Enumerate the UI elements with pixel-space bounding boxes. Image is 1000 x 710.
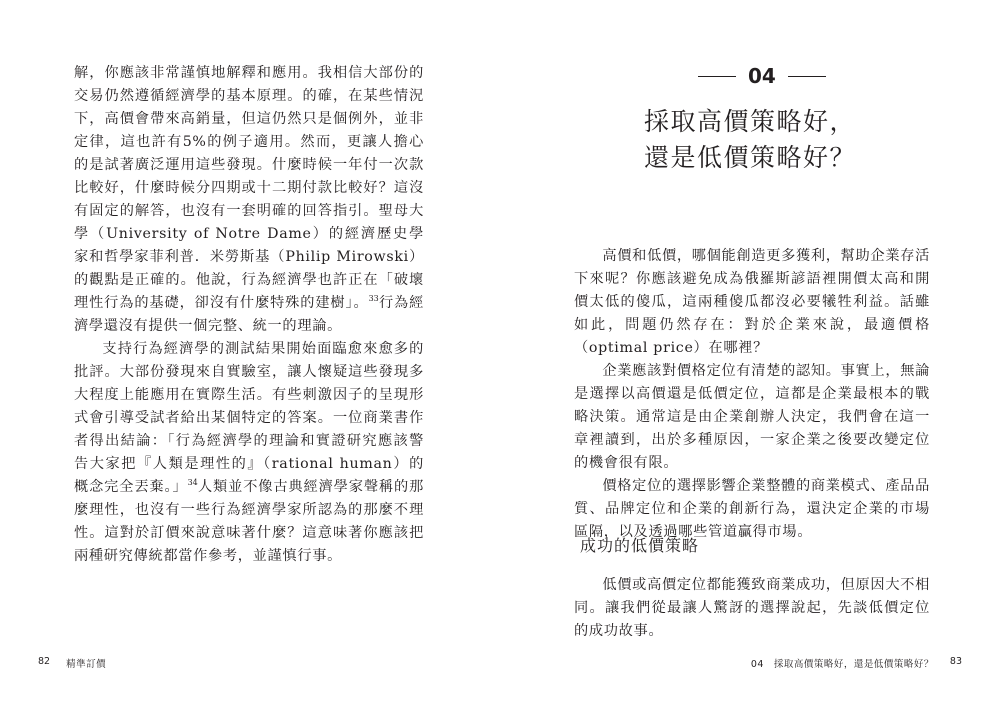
running-title: 04 採取高價策略好，還是低價策略好？ [750, 659, 934, 670]
paragraph: 低價或高價定位都能獲致商業成功，但原因大不相同。讓我們從最讓人驚訝的選擇說起，先談低價定位的成功故事。 [574, 577, 930, 639]
intro-body-text [574, 245, 930, 544]
footnote-ref: 33 [368, 294, 379, 303]
paragraph-text: 行為經濟學還沒有提供一個完整、統一的理論。 [74, 295, 424, 334]
chapter-rule-right [788, 76, 826, 77]
page-number: 82 [38, 656, 51, 667]
paragraph: 企業應該對價格定位有清楚的認知。事實上，無論是選擇以高價還是低價定位，這都是企業最根本的戰略決策。通常這是由企業創辦人決定，我們會在這一章裡讀到，出於多種原因，一家企業之後要改變定位的機會很有限。 [574, 363, 930, 471]
paragraph: 高價和低價，哪個能創造更多獲利，幫助企業存活下來呢？你應該避免成為俄羅斯諺語裡開價太高和開價太低的傻瓜，這兩種傻瓜都沒必要犧牲利益。話雖如此，問題仍然存在：對於企業來說，最適價格（optimal price）在哪裡？ [574, 248, 930, 356]
left-footer [38, 656, 106, 670]
chapter-number-text: 04 [748, 64, 776, 88]
section-body-text [574, 574, 930, 643]
chapter-title [560, 104, 940, 176]
paragraph-text: 人類並不像古典經濟學家聲稱的那麼理性，也沒有一些行為經濟學家所認為的那麼不理性。這對於訂價來說意味著什麼？這意味著你應該把兩種研究傳統都當作參考，並謹慎行事。 [74, 479, 424, 564]
chapter-rule-left [698, 76, 736, 77]
paragraph [74, 62, 424, 338]
right-footer [751, 656, 962, 670]
running-title: 精準訂價 [66, 659, 107, 670]
paragraph: 價格定位的選擇影響企業整體的商業模式、產品品質、品牌定位和企業的創新行為，還決定企業的市場區隔，以及透過哪些管道贏得市場。 [574, 478, 930, 540]
chapter-title-line: 還是低價策略好？ [643, 143, 856, 172]
footnote-ref: 34 [187, 478, 198, 487]
chapter-number [698, 64, 826, 88]
section-heading: 成功的低價策略 [580, 536, 700, 555]
paragraph-text: 解，你應該非常謹慎地解釋和應用。我相信大部份的交易仍然遵循經濟學的基本原理。的確，在某些情況下，高價會帶來高銷量，但這仍然只是個例外，並非定律，這也許有5%的例子適用。然而，更讓人擔心的是試著廣泛運用這些發現。什麼時候一年付一次款比較好，什麼時候分四期或十二期付款比較好？這沒有固定的解答，也沒有一套明確的回答指引。聖母大學（University of Notre Dame）的經濟歷史學家和哲學家菲利普．米勞斯基（Philip Mirowski）的觀點是正確的。他說，行為經濟學也許正在「破壞理性行為的基礎，卻沒有什麼特殊的建樹」。 [74, 65, 424, 311]
paragraph-text: 支持行為經濟學的測試結果開始面臨愈來愈多的批評。大部份發現來自實驗室，讓人懷疑這些發現多大程度上能應用在實際生活。有些刺激因子的呈現形式會引導受試者給出某個特定的答案。一位商業書作者得出結論：「行為經濟學的理論和實證研究應該警告大家把『人類是理性的』（rational human）的概念完全丟棄。」 [74, 341, 424, 495]
page-number: 83 [949, 656, 962, 667]
paragraph [74, 338, 424, 568]
right-page [500, 0, 1000, 710]
left-body-text [74, 62, 424, 568]
chapter-title-line: 採取高價策略好， [643, 107, 856, 136]
